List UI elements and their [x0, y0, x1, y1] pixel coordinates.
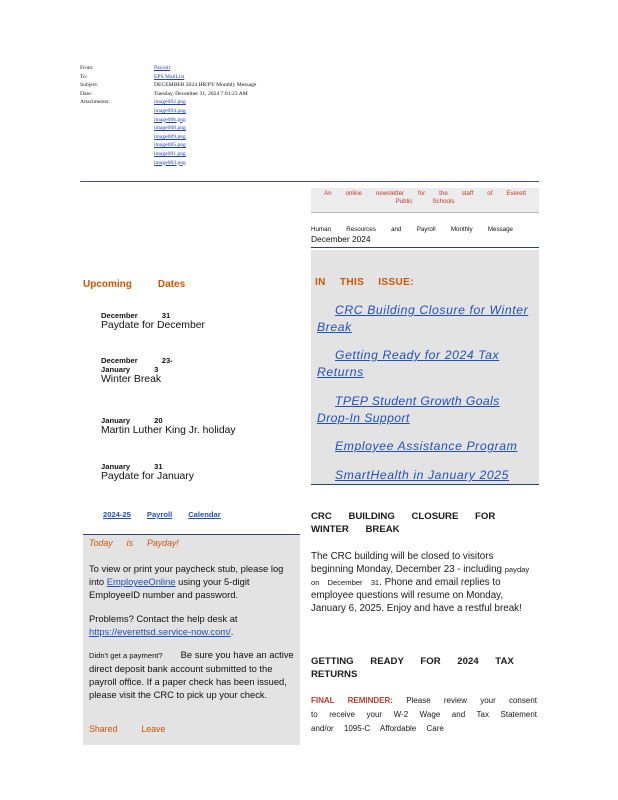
- banner-word: newsletter: [375, 190, 405, 197]
- date-month: December: [101, 311, 138, 320]
- tax-returns-paragraph: [311, 694, 537, 736]
- date-desc: Paydate for December: [101, 320, 205, 331]
- label-from: From:: [80, 65, 94, 71]
- banner-word: Everett: [506, 190, 526, 197]
- para-text: payday on December 31: [311, 565, 530, 587]
- date-item: [101, 356, 173, 385]
- para-text: To view or print your paycheck stub, please log into: [89, 563, 284, 587]
- para-text: Be sure you have an active direct deposit bank account submitted to the payroll office. If a paper check has been issued, please visit the CRC to pick up your check.: [89, 649, 294, 700]
- attachment-link[interactable]: image004.png: [154, 107, 186, 114]
- title-word: Resources: [346, 226, 376, 233]
- para-text: The CRC building will be closed to visitors beginning Monday, December 23 - including: [311, 551, 505, 575]
- heading-word: Upcoming: [83, 279, 132, 290]
- heading-word: Leave: [141, 724, 166, 734]
- banner-word: An: [323, 190, 332, 197]
- subject-text: DECEMBER 2024 HR/PY Monthly Message: [154, 82, 257, 89]
- help-desk-link[interactable]: https://everettsd.service-now.com/: [89, 626, 231, 637]
- header-divider: [80, 181, 539, 182]
- label-attachments: Attachments:: [80, 99, 110, 106]
- date-day: 31: [161, 311, 171, 320]
- attachment-link[interactable]: image006.png: [154, 116, 186, 123]
- newsletter-title: [311, 226, 539, 244]
- help-desk-paragraph: [89, 612, 297, 638]
- final-reminder-label: FINAL REMINDER:: [311, 696, 393, 705]
- title-word: Human: [311, 226, 331, 233]
- link-word: 2024-25: [103, 510, 131, 519]
- date-day: 3: [154, 365, 159, 374]
- heading-word: THIS: [339, 277, 365, 288]
- banner-word: for: [418, 190, 426, 197]
- para-text: . Phone and email replies to employee questions will resume on Monday, January 6, 2025. Enjoy and have a restful break!: [311, 577, 522, 614]
- banner-word: of: [487, 190, 493, 197]
- date-month: January: [101, 416, 131, 425]
- para-text: .: [230, 626, 234, 637]
- banner-word: the: [439, 190, 448, 197]
- banner-word: staff: [461, 190, 474, 197]
- label-to: To:: [80, 73, 88, 80]
- attachment-link[interactable]: image005.png: [154, 142, 186, 149]
- para-text: Please review your consent to receive your W-2 Wage and Tax Statement and/or 1095-C Affordable Care: [311, 696, 537, 733]
- title-word: and: [391, 226, 402, 233]
- paycheck-stub-paragraph: [89, 562, 297, 601]
- crc-closure-heading: CRC BUILDING CLOSURE FOR WINTER BREAK: [311, 511, 496, 535]
- tax-returns-heading: GETTING READY FOR 2024 TAX RETURNS: [311, 656, 514, 680]
- attachment-link[interactable]: image002.png: [154, 99, 186, 106]
- attachment-link[interactable]: image003.png: [154, 159, 186, 166]
- attachment-link[interactable]: image009.png: [154, 133, 186, 140]
- link-word: Payroll: [146, 510, 173, 519]
- attachment-link[interactable]: image008.png: [154, 125, 186, 132]
- banner-word: online: [345, 190, 362, 197]
- date-item: [101, 311, 205, 331]
- title-word: Monthly: [450, 226, 473, 233]
- shared-leave-heading: [89, 724, 165, 734]
- date-month: December: [101, 356, 138, 365]
- banner-word: Schools: [432, 198, 455, 205]
- heading-word: IN: [315, 277, 326, 288]
- date-day: 23-: [161, 356, 173, 365]
- banner-word: Public: [395, 198, 413, 205]
- heading-word: Today: [89, 538, 113, 548]
- issue-link-crc-closure[interactable]: CRC Building Closure for Winter Break: [317, 303, 529, 334]
- link-word: Calendar: [188, 510, 221, 519]
- banner-text: [311, 190, 539, 206]
- para-text: using your 5-digit EmployeeID number and password.: [89, 576, 250, 600]
- date-day: 20: [154, 416, 163, 425]
- heading-word: is: [126, 538, 134, 548]
- crc-closure-paragraph: [311, 550, 537, 615]
- email-header-values: [154, 64, 374, 167]
- employee-online-link[interactable]: EmployeeOnline: [106, 576, 176, 587]
- from-link[interactable]: Payroll: [154, 65, 171, 71]
- heading-word: Shared: [89, 724, 118, 734]
- para-lead: Didn't get a payment?: [89, 651, 163, 660]
- date-day: 31: [154, 462, 163, 471]
- title-word: Payroll: [416, 226, 436, 233]
- newsletter-month: December 2024: [311, 234, 371, 244]
- email-header-labels: [80, 64, 140, 107]
- date-month: January: [101, 462, 131, 471]
- date-desc: Paydate for January: [101, 471, 194, 482]
- to-link[interactable]: EPS MailList: [154, 73, 185, 80]
- payroll-calendar-link[interactable]: [103, 510, 221, 519]
- attachments-list: [154, 98, 374, 167]
- date-item: [101, 462, 194, 482]
- issue-link-eap[interactable]: Employee Assistance Program: [335, 439, 518, 453]
- label-date: Date:: [80, 90, 93, 97]
- date-desc: Martin Luther King Jr. holiday: [101, 425, 236, 436]
- upcoming-dates-heading: [83, 279, 185, 290]
- issue-link-tax-returns[interactable]: Getting Ready for 2024 Tax Returns: [317, 348, 500, 379]
- issue-link-smarthealth[interactable]: SmartHealth in January 2025: [335, 468, 510, 482]
- title-word: Message: [487, 226, 513, 233]
- missing-payment-paragraph: [89, 648, 297, 701]
- date-item: [101, 416, 236, 436]
- heading-word: ISSUE:: [378, 277, 414, 288]
- issue-link-tpep[interactable]: TPEP Student Growth Goals Drop-In Support: [317, 394, 500, 425]
- heading-word: Payday!: [147, 538, 179, 548]
- attachment-link[interactable]: image001.png: [154, 150, 186, 157]
- payday-heading: [89, 538, 179, 548]
- label-subject: Subject:: [80, 82, 99, 89]
- para-text: Problems? Contact the help desk at: [89, 613, 238, 624]
- title-divider: [311, 247, 539, 248]
- date-month: January: [101, 365, 131, 374]
- date-desc: Winter Break: [101, 374, 162, 385]
- date-text: Tuesday, December 31, 2024 7:01:23 AM: [154, 90, 248, 97]
- heading-word: Dates: [157, 279, 186, 290]
- in-this-issue-heading: [315, 277, 428, 288]
